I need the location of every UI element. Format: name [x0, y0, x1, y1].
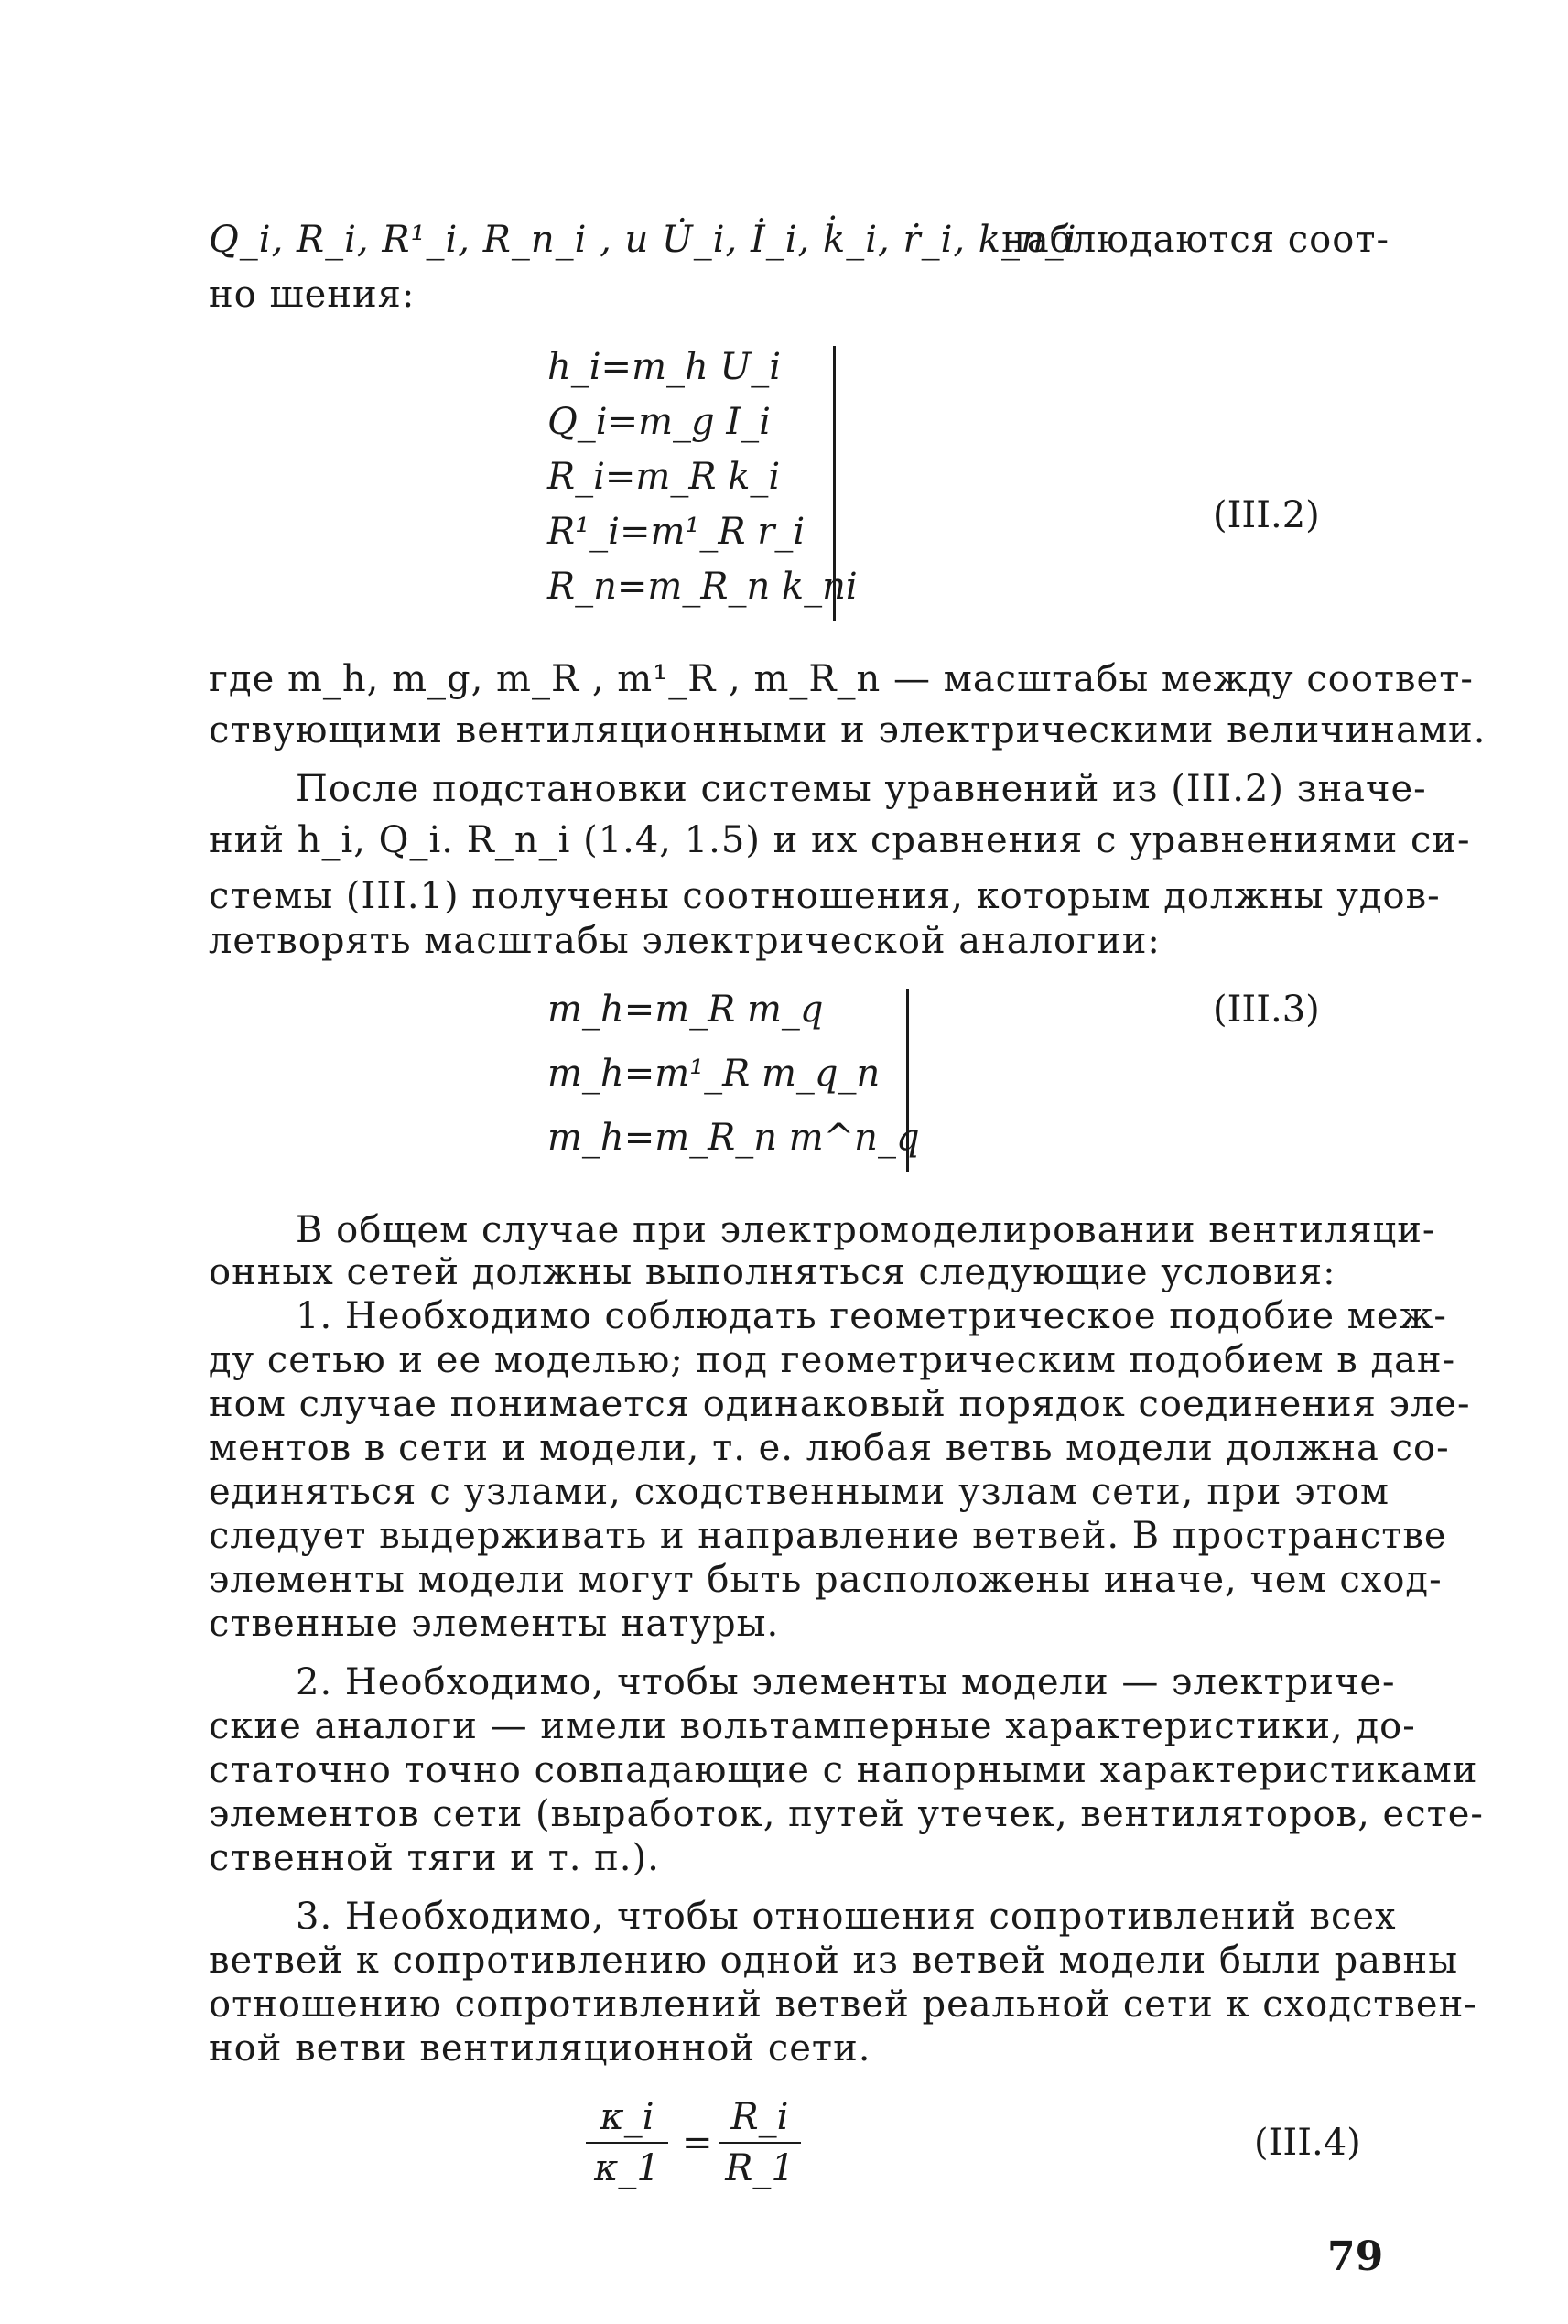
page-number: 79 [1327, 2233, 1384, 2280]
system3-brace [906, 989, 909, 1172]
intro-tail: наблюдаются соот- [1001, 219, 1390, 261]
eq4-right-numerator: R_i [730, 2096, 789, 2138]
item1-line-5: единяться с узлами, сходственными узлам сети, при этом [209, 1471, 1390, 1513]
system3-label: (III.3) [1213, 989, 1320, 1031]
system2-row-2: Q_i=m_g I_i [547, 401, 771, 443]
system3-row-1: m_h=m_R m_q [547, 989, 824, 1031]
system2-row-1: h_i=m_h U_i [547, 346, 781, 388]
eq4-label: (III.4) [1254, 2122, 1361, 2164]
para-line-2: ний h_i, Q_i. R_n_i (1.4, 1.5) и их сравнения с уравнениями си- [209, 819, 1471, 861]
item1-line-4: ментов в сети и модели, т. е. любая ветвь модели должна со- [209, 1427, 1450, 1469]
eq4-right-denominator: R_1 [725, 2147, 795, 2189]
system2-row-4: R¹_i=m¹_R r_i [547, 511, 806, 553]
para-line-1: После подстановки системы уравнений из (III.2) значе- [296, 768, 1427, 810]
item2-line-4: элементов сети (выработок, путей утечек, вентиляторов, есте- [209, 1793, 1484, 1835]
general-line-1: В общем случае при электромоделировании вентиляци- [296, 1209, 1436, 1251]
where-line-2: ствующими вентиляционными и электрическими величинами. [209, 709, 1487, 751]
item1-line-8: ственные элементы натуры. [209, 1603, 780, 1645]
system2-label: (III.2) [1213, 494, 1320, 536]
para-line-3: стемы (III.1) получены соотношения, которым должны удов- [209, 875, 1441, 917]
system2-brace [833, 346, 836, 621]
eq4-left-bar [586, 2142, 668, 2144]
intro-line [209, 218, 1390, 262]
eq4-left-fraction [586, 2096, 668, 2189]
system3-row-2: m_h=m¹_R m_q_n [547, 1053, 881, 1095]
eq4-right-fraction [719, 2096, 801, 2189]
para-line-4: летворять масштабы электрической аналогии: [209, 920, 1161, 962]
item2-line-3: статочно точно совпадающие с напорными характеристиками [209, 1749, 1478, 1791]
item1-line-2: ду сетью и ее моделью; под геометрическим подобием в дан- [209, 1339, 1456, 1381]
eq4-left-numerator: κ_i [600, 2096, 654, 2138]
item2-line-5: ственной тяги и т. п.). [209, 1837, 660, 1879]
system2-row-3: R_i=m_R k_i [547, 456, 781, 498]
eq4-right-bar [719, 2142, 801, 2144]
item3-line-1: 3. Необходимо, чтобы отношения сопротивлений всех [296, 1896, 1397, 1938]
item2-line-2: ские аналоги — имели вольтамперные характеристики, до- [209, 1705, 1416, 1747]
eq4-equals: = [682, 2122, 713, 2164]
where-line-1: где m_h, m_g, m_R , m¹_R , m_R_n — масштабы между соответ- [209, 658, 1474, 700]
item3-line-3: отношению сопротивлений ветвей реальной сети к сходствен- [209, 1984, 1477, 2026]
system3-row-3: m_h=m_R_n m^n_q [547, 1117, 920, 1159]
intro-symbols: Q_i, R_i, R¹_i, R_n_i , и U̇_i, İ_i, k̇_i, ṙ_i, k_n_i [209, 219, 1077, 261]
general-line-2: онных сетей должны выполняться следующие условия: [209, 1251, 1336, 1293]
item3-line-2: ветвей к сопротивлению одной из ветвей модели были равны [209, 1940, 1459, 1982]
item1-line-3: ном случае понимается одинаковый порядок соединения эле- [209, 1383, 1471, 1425]
item2-line-1: 2. Необходимо, чтобы элементы модели — электриче- [296, 1661, 1396, 1703]
item1-line-1: 1. Необходимо соблюдать геометрическое подобие меж- [296, 1295, 1447, 1337]
item1-line-7: элементы модели могут быть расположены иначе, чем сход- [209, 1559, 1443, 1601]
system2-row-5: R_n=m_R_n k_ni [547, 566, 858, 608]
intro-line-2: но шения: [209, 274, 416, 316]
eq4-left-denominator: κ_1 [594, 2147, 660, 2189]
item3-line-4: ной ветви вентиляционной сети. [209, 2027, 871, 2070]
item1-line-6: следует выдерживать и направление ветвей. В пространстве [209, 1515, 1447, 1557]
